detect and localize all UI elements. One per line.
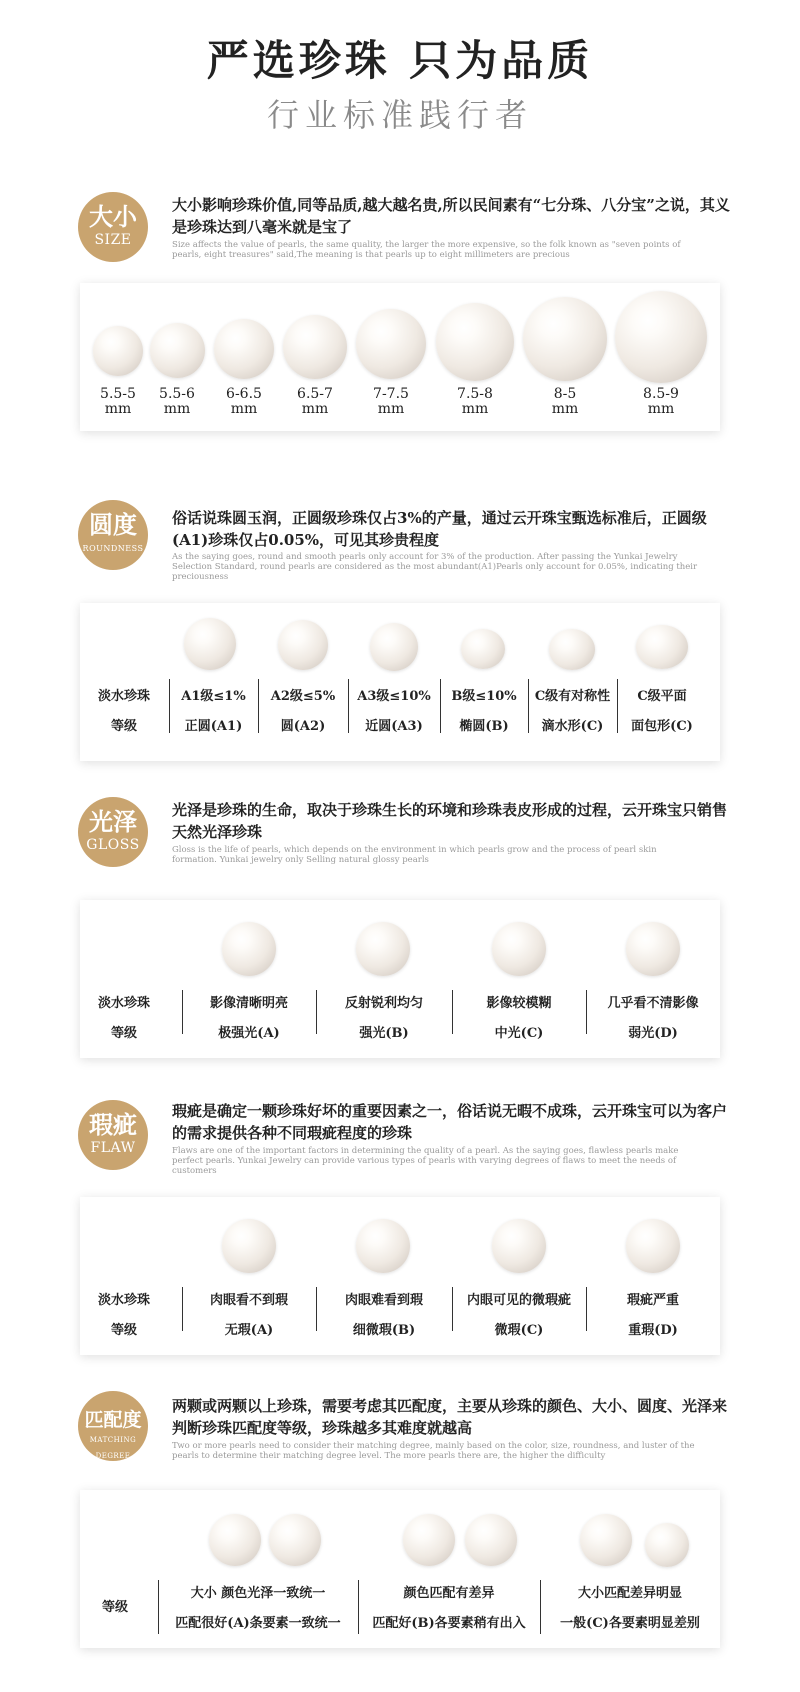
gloss-panel [80, 900, 720, 1058]
roundness-description: 俗话说珠圆玉润，正圆级珍珠仅占3%的产量，通过云开珠宝甄选标准后，正圆级(A1)珍珠仅占0.05%，可见其珍贵程度 [172, 509, 707, 549]
grade-name: 匹配很好(A)条要素一致统一 [175, 1616, 341, 1631]
flaw-panel [80, 1197, 720, 1355]
pearl-image [615, 291, 707, 383]
size-badge [78, 192, 148, 262]
grade-name: 极强光(A) [218, 1026, 280, 1041]
size-range: 8.5-9 [643, 386, 679, 402]
row-label: 等级 [101, 1600, 128, 1615]
grade-criterion: 内眼可见的微瑕疵 [466, 1293, 571, 1308]
grade-name: 近圆(A3) [365, 719, 423, 734]
pearl-image [403, 1514, 455, 1566]
pearl-image [436, 303, 514, 381]
size-unit: mm [230, 401, 258, 417]
row-label: 等级 [110, 1323, 137, 1338]
section-gloss-header [78, 797, 728, 877]
pearl-image [184, 618, 236, 670]
flaw-badge-title: 瑕疵 [89, 1110, 137, 1139]
grade-criterion: 几乎看不清影像 [607, 996, 699, 1011]
flaw-badge-subtitle: FLAW [90, 1140, 136, 1156]
roundness-badge-title: 圆度 [89, 510, 137, 539]
size-range: 5.5-6 [159, 386, 195, 402]
pearl-image [549, 629, 595, 670]
matching-description: 两颗或两颗以上珍珠，需要考虑其匹配度，主要从珍珠的颜色、大小、圆度、光泽来判断珍珠匹配度等级，珍珠越多其难度就越高 [172, 1397, 728, 1437]
pearl-image [222, 922, 276, 976]
pearl-image [370, 623, 418, 671]
pearl-image [209, 1514, 261, 1566]
grade-criterion: C级平面 [637, 689, 687, 704]
grade-criterion: 肉眼难看到瑕 [344, 1293, 423, 1308]
size-range: 6.5-7 [297, 386, 333, 402]
size-description: 大小影响珍珠价值,同等品质,越大越名贵,所以民间素有“七分珠、八分宝”之说，其义是珍珠达到八毫米就是宝了 [172, 196, 730, 236]
grade-name: 重瑕(D) [628, 1323, 678, 1338]
section-flaw-header [78, 1100, 728, 1180]
size-unit: mm [104, 401, 132, 417]
row-label: 等级 [110, 719, 137, 734]
grade-name: 圆(A2) [280, 719, 326, 734]
roundness-description-en: As the saying goes, round and smooth pearls only account for 3% of the production. After passing the Yunkai Jewelry Selection Standard, round pearls are considered as the most abundant(A1)Pearls only account for 0.05%, indicating their preciousness [172, 552, 698, 582]
pearl-image [356, 1219, 410, 1273]
grade-name: 正圆(A1) [184, 719, 243, 734]
size-range: 7-7.5 [373, 386, 409, 402]
pearl-image [465, 1514, 517, 1566]
size-range: 5.5-5 [100, 386, 136, 402]
grade-name: 滴水形(C) [541, 719, 604, 734]
grade-name: 微瑕(C) [494, 1323, 544, 1338]
grade-name: 匹配好(B)各要素稍有出入 [372, 1616, 526, 1631]
grade-criterion: 大小 颜色光泽一致统一 [190, 1586, 326, 1601]
matching-badge-subtitle: MATCHING DEGREE [89, 1436, 137, 1460]
row-label: 淡水珍珠 [97, 996, 150, 1011]
pearl-image [93, 326, 143, 376]
size-description-en: Size affects the value of pearls, the same quality, the larger the more expensive, so the folk known as "seven points of pearls, eight treasures" said,The meaning is that pearls up to eight millimeters are precious [172, 240, 681, 260]
gloss-badge-subtitle: GLOSS [86, 837, 140, 853]
grade-name: 弱光(D) [628, 1026, 678, 1041]
pearl-image [492, 922, 546, 976]
size-unit: mm [301, 401, 329, 417]
size-label [621, 387, 701, 417]
matching-description-en: Two or more pearls need to consider their matching degree, mainly based on the color, size, roundness, and luster of the pearls to determine their matching degree level. The more pearls there are, the higher the difficulty [172, 1441, 695, 1461]
size-range: 7.5-8 [457, 386, 493, 402]
matching-panel [80, 1490, 720, 1648]
size-unit: mm [377, 401, 405, 417]
size-badge-title: 大小 [89, 202, 137, 231]
pearl-image [222, 1219, 276, 1273]
flaw-badge [78, 1100, 148, 1170]
grade-criterion: A2级≤5% [270, 689, 336, 704]
pearl-image [278, 620, 328, 670]
matching-badge-title: 匹配度 [84, 1409, 142, 1431]
pearl-image [356, 309, 426, 379]
gloss-badge-title: 光泽 [89, 807, 137, 836]
pearl-image [461, 629, 505, 669]
roundness-badge-subtitle: ROUNDNESS [82, 544, 144, 553]
size-range: 8-5 [553, 386, 577, 402]
grade-name: 强光(B) [359, 1026, 409, 1041]
pearl-image [580, 1514, 632, 1566]
grade-criterion: 反射锐利均匀 [344, 996, 423, 1011]
grade-criterion: B级≤10% [451, 689, 517, 704]
size-label [525, 387, 605, 417]
size-unit: mm [647, 401, 675, 417]
row-label: 淡水珍珠 [97, 689, 150, 704]
size-range: 6-6.5 [226, 386, 262, 402]
size-panel [80, 283, 720, 431]
roundness-badge [78, 500, 148, 570]
size-unit: mm [551, 401, 579, 417]
grade-name: 椭圆(B) [459, 719, 509, 734]
gloss-badge [78, 797, 148, 867]
grade-name: 无瑕(A) [224, 1323, 274, 1338]
page-title: 严选珍珠 只为品质 [206, 36, 594, 85]
grade-criterion: 肉眼看不到瑕 [209, 1293, 288, 1308]
section-size-header [78, 192, 728, 272]
flaw-description: 瑕疵是确定一颗珍珠好坏的重要因素之一，俗话说无暇不成珠，云开珠宝可以为客户的需求提供各种不同瑕疵程度的珍珠 [172, 1102, 728, 1142]
grade-criterion: 影像较模糊 [486, 996, 552, 1011]
grade-criterion: 影像清晰明亮 [209, 996, 288, 1011]
gloss-description-en: Gloss is the life of pearls, which depends on the environment in which pearls grow and the process of pearl skin formation. Yunkai jewelry only Selling natural glossy pearls [172, 845, 657, 865]
size-label [351, 387, 431, 417]
size-badge-subtitle: SIZE [94, 232, 132, 248]
grade-criterion: A1级≤1% [181, 689, 246, 704]
pearl-image [626, 1219, 680, 1273]
grade-name: 面包形(C) [631, 719, 693, 734]
grade-name: 一般(C)各要素明显差别 [560, 1616, 700, 1631]
pearl-image [636, 625, 688, 669]
pearl-image [356, 922, 410, 976]
pearl-image [283, 315, 347, 379]
size-label [204, 387, 284, 417]
size-label [275, 387, 355, 417]
pearl-image [269, 1514, 321, 1566]
size-unit: mm [461, 401, 489, 417]
row-label: 淡水珍珠 [97, 1293, 150, 1308]
flaw-description-en: Flaws are one of the important factors in determining the quality of a pearl. As the saying goes, flawless pearls make perfect pearls. Yunkai Jewelry can provide various types of pearls with varying degrees of flaws to meet the needs of customers [172, 1146, 679, 1176]
pearl-image [645, 1523, 689, 1567]
grade-criterion: C级有对称性 [534, 689, 611, 704]
size-label [435, 387, 515, 417]
grade-criterion: 大小匹配差异明显 [577, 1586, 682, 1601]
pearl-image [214, 319, 274, 379]
size-unit: mm [163, 401, 191, 417]
grade-criterion: 瑕疵严重 [626, 1293, 679, 1308]
roundness-panel [80, 603, 720, 761]
matching-badge [78, 1391, 148, 1461]
pearl-image [523, 297, 607, 381]
grade-criterion: A3级≤10% [357, 689, 431, 704]
pearl-image [150, 323, 205, 378]
grade-name: 细微瑕(B) [352, 1323, 416, 1338]
grade-name: 中光(C) [494, 1026, 544, 1041]
grade-criterion: 颜色匹配有差异 [403, 1586, 495, 1601]
pearl-image [626, 922, 680, 976]
gloss-description: 光泽是珍珠的生命，取决于珍珠生长的环境和珍珠表皮形成的过程，云开珠宝只销售天然光泽珍珠 [172, 801, 728, 841]
section-roundness-header [78, 500, 728, 580]
page-subtitle: 行业标准践行者 [266, 96, 533, 134]
row-label: 等级 [110, 1026, 137, 1041]
section-matching-header [78, 1391, 728, 1471]
pearl-image [492, 1219, 546, 1273]
